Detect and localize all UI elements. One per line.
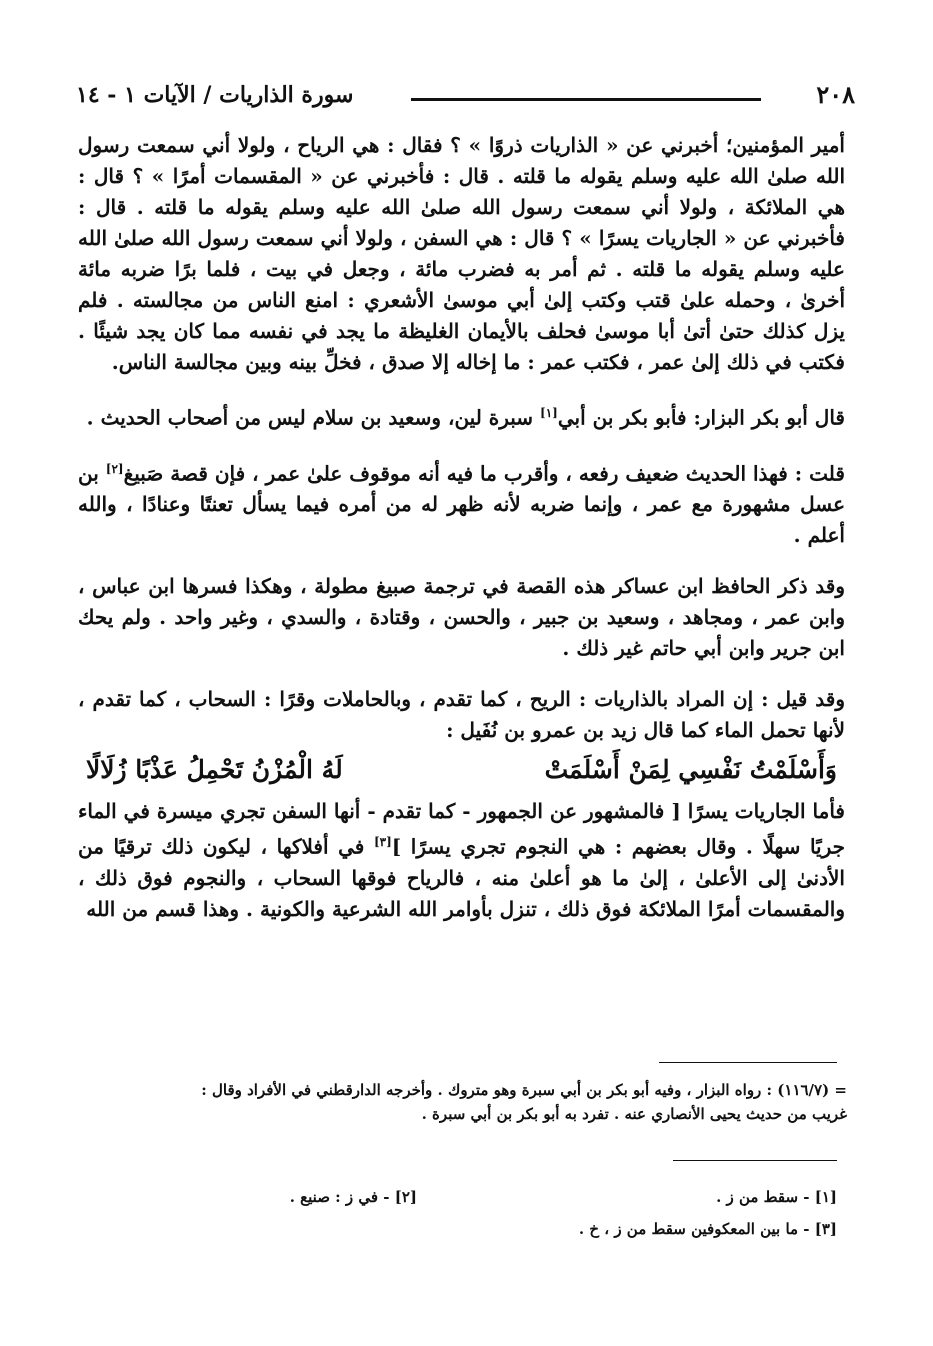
paragraph-2 (78, 398, 845, 434)
endnote-ref-1[interactable]: [١] (540, 406, 558, 420)
endnote-3: [٣] - ما بين المعكوفين سقط من ز ، خ . (578, 1220, 837, 1238)
endnote-ref-3[interactable]: [٣] (373, 835, 392, 850)
footnote-separator (659, 1062, 837, 1063)
endnote-2: [٢] - في ز : صنيع . (289, 1188, 417, 1206)
page-number: ٢٠٨ (816, 80, 855, 109)
footnote-line-1: = (١١٦/٧) : رواه البزار ، وفيه أبو بكر بن أبي سبرة وهو متروك . وأخرجه الدارقطني في الأفراد وقال : (201, 1081, 847, 1099)
paragraph-4: وقد ذكر الحافظ ابن عساكر هذه القصة في ترجمة صبيغ مطولة ، وهكذا فسرها ابن عباس ، وابن عمر ، ومجاهد ، وسعيد بن جبير ، والحسن ، وقتادة ، والسدي ، وغير واحد . ولم يحك ابن جرير وابن أبي حاتم غير ذلك . (78, 574, 846, 661)
paragraph-3-text-b: بن عسل مشهورة مع عمر ، وإنما ضربه لأنه ظهر له من أمره فيما يسأل تعنتًا وعنادًا ، والله أعلم . (78, 461, 845, 548)
main-text (78, 130, 845, 945)
paragraph-2-text-b: سبرة لين، وسعيد بن سلام ليس من أصحاب الحديث . (86, 405, 541, 430)
verse-second-hemistich: لَهُ الْمُزْنُ تَحْمِلُ عَذْبًا زُلَالًا (86, 755, 343, 785)
footnote-line-2: غريب من حديث يحيى الأنصاري عنه . تفرد به أبو بكر بن أبي سبرة . (421, 1105, 847, 1123)
header-rule (411, 98, 761, 101)
endnote-1: [١] - سقط من ز . (716, 1188, 837, 1206)
paragraph-6-text-a: فأما الجاريات يسرًا [ فالمشهور عن الجمهور - كما تقدم - أنها السفن تجري ميسرة في الماء جريًا سهلًا . وقال بعضهم : هي النجوم تجري يسرًا ] (78, 799, 846, 859)
endnote-separator (673, 1160, 837, 1161)
footnote-continuation (78, 1078, 847, 1126)
paragraph-2-text-a: قال أبو بكر البزار: فأبو بكر بن أبي (557, 405, 845, 430)
paragraph-3 (78, 454, 845, 552)
verse-first-hemistich: وَأَسْلَمْتُ نَفْسِي لِمَنْ أَسْلَمَتْ (544, 755, 837, 785)
paragraph-3-text-a: قلت : فهذا الحديث ضعيف رفعه ، وأقرب ما فيه أنه موقوف علىٰ عمر ، فإن قصة صَبيغ (123, 461, 845, 486)
surah-title: سورة الذاريات / الآيات ١ - ١٤ (76, 82, 354, 108)
endnote-ref-2[interactable]: [٢] (105, 461, 124, 476)
paragraph-6-text-b: في أفلاكها ، ليكون ذلك ترقيًا من الأدنىٰ إلى الأعلىٰ ، إلىٰ ما هو أعلىٰ منه ، فالرياح فوقها السحاب ، والنجوم فوق ذلك ، والمقسمات أمرًا الملائكة فوق ذلك ، تنزل بأوامر الله الشرعية والكونية . وهذا قسم من الله (78, 834, 845, 921)
poetry-verse (86, 750, 837, 790)
running-header (76, 80, 855, 110)
paragraph-6 (78, 796, 845, 925)
paragraph-1: أمير المؤمنين؛ أخبرني عن « الذاريات ذروًا » ؟ فقال : هي الرياح ، ولولا أني سمعت رسول الله صلىٰ الله عليه وسلم يقوله ما قلته . قال : فأخبرني عن « المقسمات أمرًا » ؟ قال : هي الملائكة ، ولولا أني سمعت رسول الله صلىٰ الله عليه وسلم يقوله ما قلته . قال : فأخبرني عن « الجاريات يسرًا » ؟ قال : هي السفن ، ولولا أني سمعت رسول الله صلىٰ الله عليه وسلم يقوله ما قلته . ثم أمر به فضرب مائة ، وجعل في بيت ، فلما برًا ضربه مائة أخرىٰ ، وحمله علىٰ قتب وكتب إلىٰ أبي موسىٰ الأشعري : امنع الناس من مجالسته . فلم يزل كذلك حتىٰ أتىٰ أبا موسىٰ فحلف بالأيمان الغليظة ما يجد في نفسه مما كان يجد شيئًا . فكتب في ذلك إلىٰ عمر ، فكتب عمر : ما إخاله إلا صدق ، فخلِّ بينه وبين مجالسة الناس. (78, 133, 845, 374)
paragraph-5: وقد قيل : إن المراد بالذاريات : الريح ، كما تقدم ، وبالحاملات وقرًا : السحاب ، كما تقدم ، لأنها تحمل الماء كما قال زيد بن عمرو بن نُفَيل : (78, 687, 845, 743)
